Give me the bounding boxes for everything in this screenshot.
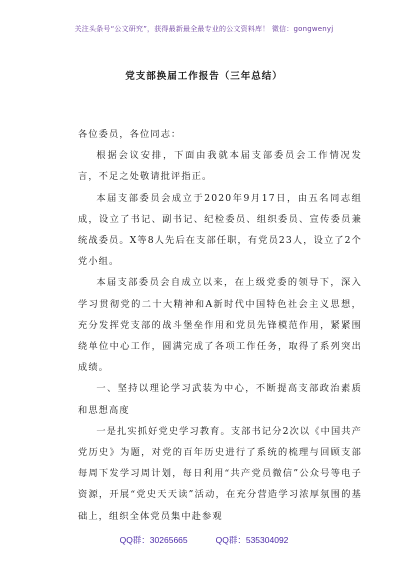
qq-group-1: QQ群：30265665 [119, 535, 188, 545]
paragraph-committee: 本届支部委员会成立于2020年9月17日，由五名同志组成，设立了书记、副书记、纪检委员、组织委员、宣传委员兼统战委员。X等8人先后在支部任职，有党员23人，设立了2个党小组。 [78, 192, 362, 268]
page-title: 党支部换届工作报告（三年总结） [125, 71, 283, 82]
footer-qq-groups [0, 534, 408, 546]
salutation: 各位委员，各位同志： [78, 129, 182, 140]
paragraph-achievements: 本届支部委员会自成立以来，在上级党委的领导下，深入学习贯彻党的二十大精神和A新时代中国特色社会主义思想，充分发挥党支部的战斗堡垒作用和党员先锋模范作用，紧紧围绕单位中心工作，圆满完成了各项工作任务，取得了系列突出成绩。 [78, 277, 362, 374]
qq-group-2: QQ群：535304092 [215, 535, 289, 545]
paragraph-intro: 根据会议安排，下面由我就本届支部委员会工作情况发言，不足之处敬请批评指正。 [78, 150, 362, 183]
header-banner: 关注头条号“公文研究”，获得最新最全最专业的公文资料库！ 微信：gongwenyj [74, 25, 334, 33]
section-heading-1: 一、坚持以理论学习武装为中心，不断提高支部政治素质和思想高度 [78, 383, 362, 416]
paragraph-party-history: 一是扎实抓好党史学习教育。支部书记分2次以《中国共产党历史》为题，对党的百年历史进行了系统的梳理与回顾支部每周下发学习周计划，每日利用“共产党员微信”公众号等电子资源，开展“党史天天读”活动，在充分营造学习浓厚氛围的基础上，组织全体党员集中赴参观 [78, 425, 362, 522]
document-body [78, 118, 362, 527]
